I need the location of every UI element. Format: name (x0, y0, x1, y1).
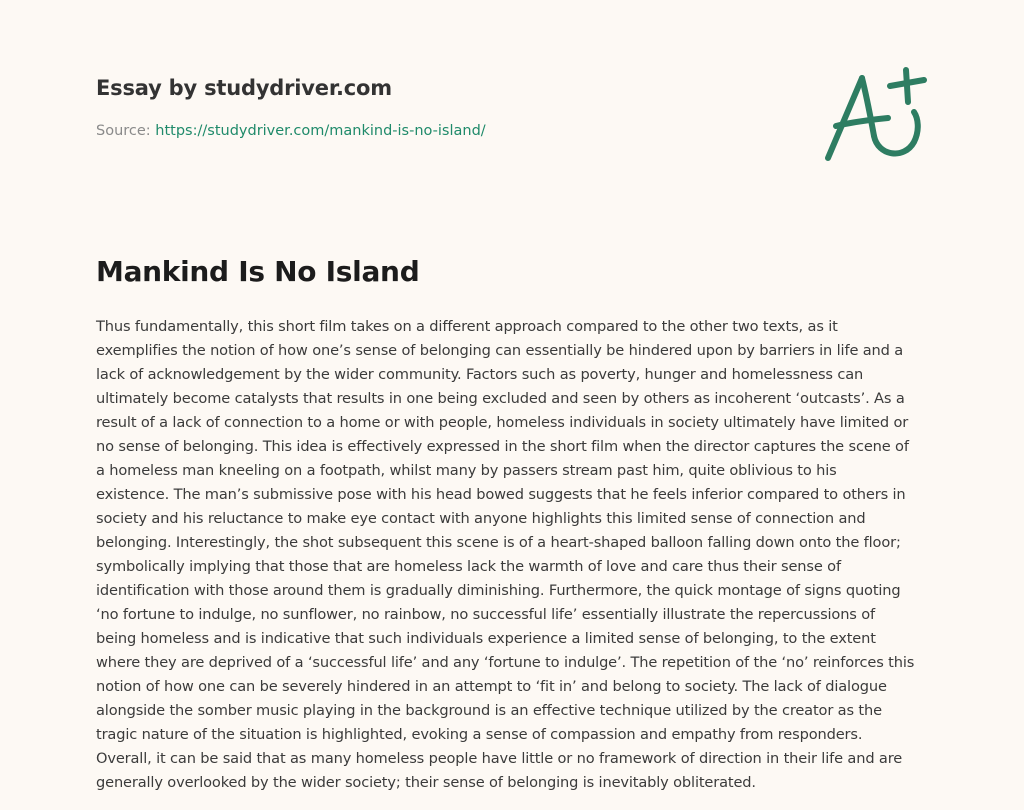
source-line (96, 123, 486, 139)
a-plus-logo (818, 64, 930, 168)
essay-line: notion of how one can be severely hindered in an attempt to ‘fit in’ and belong to society. The lack of dialogue (96, 678, 887, 695)
source-link[interactable]: https://studydriver.com/mankind-is-no-island/ (155, 123, 486, 139)
essay-line: ultimately become catalysts that results in one being excluded and seen by others as incoherent ‘outcasts’. As a (96, 390, 905, 407)
essay-title: Mankind Is No Island (96, 255, 420, 288)
essay-line: lack of acknowledgement by the wider community. Factors such as poverty, hunger and homelessness can (96, 366, 864, 383)
essay-line: result of a lack of connection to a home or with people, homeless individuals in society ultimately have limited or (96, 414, 909, 431)
source-label: Source: (96, 123, 156, 139)
essay-line: where they are deprived of a ‘successful life’ and any ‘fortune to indulge’. The repetition of the ‘no’ reinforces this (96, 654, 915, 671)
essay-line: exemplifies the notion of how one’s sense of belonging can essentially be hindered upon by barriers in life and a (96, 342, 904, 359)
essay-line: being homeless and is indicative that such individuals experience a limited sense of belonging, to the extent (96, 630, 876, 647)
essay-body (96, 315, 936, 795)
a-plus-grade-icon (818, 64, 930, 168)
site-header: Essay by studydriver.com (96, 76, 392, 100)
essay-line: generally overlooked by the wider society; their sense of belonging is inevitably obliterated. (96, 774, 756, 791)
essay-line: Overall, it can be said that as many homeless people have little or no framework of direction in their life and are (96, 750, 903, 767)
essay-line: alongside the somber music playing in the background is an effective technique utilized by the creator as the (96, 702, 882, 719)
essay-line: symbolically implying that those that are homeless lack the warmth of love and care thus their sense of (96, 558, 841, 575)
essay-line: society and his reluctance to make eye contact with anyone highlights this limited sense of connection and (96, 510, 866, 527)
essay-line: tragic nature of the situation is highlighted, evoking a sense of compassion and empathy from responders. (96, 726, 863, 743)
essay-line: existence. The man’s submissive pose with his head bowed suggests that he feels inferior compared to others in (96, 486, 906, 503)
essay-line: a homeless man kneeling on a footpath, whilst many by passers stream past him, quite oblivious to his (96, 462, 837, 479)
essay-line: no sense of belonging. This idea is effectively expressed in the short film when the director captures the scene of (96, 438, 909, 455)
essay-line: ‘no fortune to indulge, no sunflower, no rainbow, no successful life’ essentially illustrate the repercussions of (96, 606, 876, 623)
essay-line: identification with those around them is gradually diminishing. Furthermore, the quick montage of signs quoting (96, 582, 901, 599)
essay-line: Thus fundamentally, this short film takes on a different approach compared to the other two texts, as it (96, 318, 838, 335)
essay-line: belonging. Interestingly, the shot subsequent this scene is of a heart-shaped balloon falling down onto the floor; (96, 534, 901, 551)
